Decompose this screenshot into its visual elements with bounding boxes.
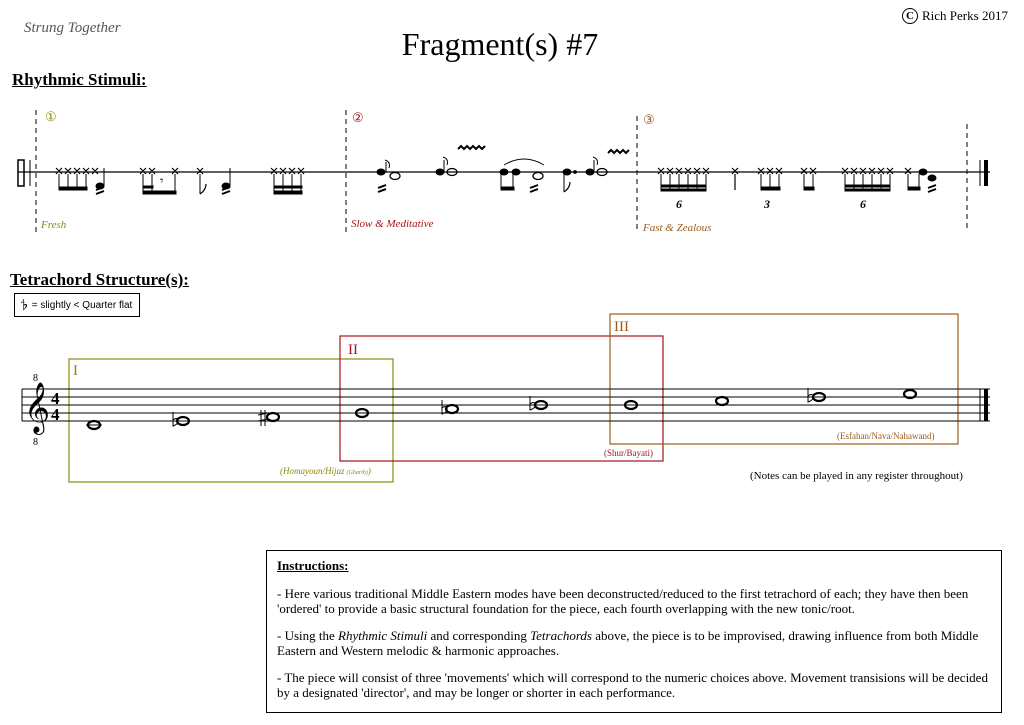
box-3-modes: (Esfahan/Nava/Nahawand) <box>837 431 935 441</box>
brand-name: Strung Together <box>24 20 121 36</box>
eighth-pair <box>801 168 816 190</box>
copyright-text: Rich Perks 2017 <box>922 8 1008 23</box>
tuplet-label-1: 6 <box>676 197 682 211</box>
tetrachord-box-3 <box>610 314 958 444</box>
clef-octave-top: 8 <box>33 373 38 384</box>
triplet <box>758 168 782 190</box>
grace-note-2 <box>436 157 457 176</box>
quarter-flat-icon: 𝄳 <box>21 297 28 313</box>
legend-text: = slightly < Quarter flat <box>31 299 133 311</box>
box-3-label: III <box>614 319 629 335</box>
tuplet-label-2: 3 <box>764 197 770 211</box>
time-signature-top: 4 <box>51 389 60 408</box>
section-2-rhythm <box>377 146 629 192</box>
section-2-tempo: Slow & Meditative <box>351 218 434 230</box>
instructions-box <box>266 550 1002 713</box>
tetrachord-staff <box>22 389 990 421</box>
quarter-flat-icon-2 <box>442 400 447 414</box>
page-title: Fragment(s) #7 <box>401 26 599 62</box>
section-1-number: ① <box>45 109 57 124</box>
grace-note-1 <box>377 160 400 192</box>
instruction-paragraph-1: - Here various traditional Middle Eastern modes have been deconstructed/reduced to the first tetrachord of each; they have then been 'ordered' to provide a basic structural foundation for the piece, each fourth overlapping with the new tonic/root. <box>277 586 969 616</box>
copyright-icon: C <box>902 8 918 24</box>
quarter-flat-icon <box>173 412 178 426</box>
tuplet-label-3: 6 <box>860 197 866 211</box>
slurred-pair <box>500 159 544 192</box>
instructions-title: Instructions: <box>277 558 349 573</box>
dotted-eighth <box>563 169 576 192</box>
treble-clef-icon: 𝄞 <box>24 382 51 433</box>
box-2-modes: (Shur/Bayati) <box>604 448 653 458</box>
box-1-modes: (Homayoun/Hijaz (Gharib)) <box>280 466 371 476</box>
note-d-high <box>716 397 728 405</box>
tetrachord-notes <box>86 390 916 429</box>
instruction-paragraph-3: - The piece will consist of three 'movements' which will correspond to the numeric choices above. Movement transisions will be decided by a designated 'director', and may be longer or shorter in each performance. <box>277 670 988 700</box>
quarter-flat-legend <box>14 293 140 317</box>
time-signature-bottom: 4 <box>51 405 60 424</box>
note-f-sharp <box>267 413 279 421</box>
tetrachord-box-2 <box>340 336 663 461</box>
clef-octave-bottom: 8 <box>33 437 38 448</box>
box-1-label: I <box>73 363 78 379</box>
staff-start-bracket <box>18 160 24 186</box>
flat-icon-2 <box>808 388 813 402</box>
section-3-number: ③ <box>643 112 655 127</box>
trill-mark-1 <box>458 146 485 149</box>
section-1-tempo: Fresh <box>41 219 67 231</box>
rhythmic-heading: Rhythmic Stimuli: <box>12 70 147 89</box>
flat-icon <box>530 396 535 410</box>
section-2-number: ② <box>352 110 364 125</box>
register-note: (Notes can be played in any register throughout) <box>750 470 963 482</box>
note-a-qflat <box>446 405 458 413</box>
tetrachord-heading: Tetrachord Structure(s): <box>10 270 189 289</box>
instruction-paragraph-2: - Using the Rhythmic Stimuli and corresponding Tetrachords above, the piece is to be improvised, drawing influence from both Middle Eastern and Western melodic & harmonic approaches. <box>277 628 979 658</box>
svg-text:𝄾: 𝄾 <box>160 173 164 188</box>
section-3-tempo: Fast & Zealous <box>643 222 712 234</box>
grace-note-3 <box>586 157 607 176</box>
x-notehead-group <box>56 168 98 190</box>
quarter-x <box>732 168 738 190</box>
box-2-label: II <box>348 342 358 358</box>
trill-mark-2 <box>608 150 629 153</box>
